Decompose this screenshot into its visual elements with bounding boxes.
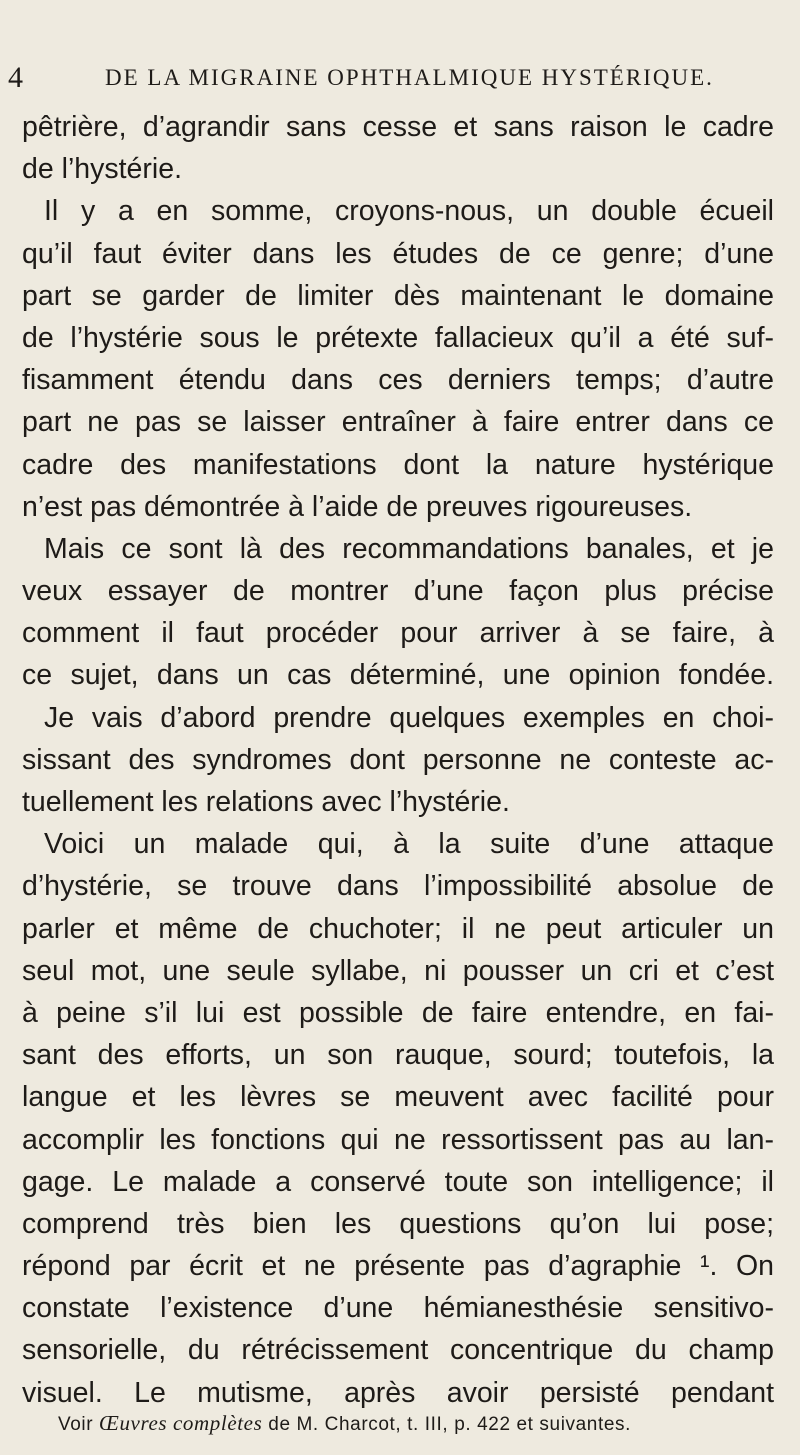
text-line: sant des efforts, un son rauque, sourd; toutefois, la	[22, 1039, 774, 1072]
footnote-rest: de M. Charcot, t. III, p. 422 et suivantes.	[268, 1414, 631, 1435]
text-line: à peine s’il lui est possible de faire entendre, en fai-	[22, 996, 774, 1029]
page-header	[8, 58, 768, 98]
text-line: fisamment étendu dans ces derniers temps; d’autre	[22, 364, 774, 397]
text-line: visuel. Le mutisme, après avoir persisté pendant	[22, 1376, 774, 1409]
text-line: ce sujet, dans un cas déterminé, une opinion fondée.	[22, 659, 774, 692]
text-line: veux essayer de montrer d’une façon plus précise	[22, 575, 774, 608]
text-line: de l’hystérie sous le prétexte fallacieux qu’il a été suf-	[22, 321, 774, 354]
text-line: Mais ce sont là des recommandations banales, et je	[44, 532, 774, 565]
body-text	[22, 106, 774, 1414]
footnote-prefix: Voir	[58, 1414, 94, 1435]
text-line: constate l’existence d’une hémianesthésie sensitivo-	[22, 1292, 774, 1325]
text-line: pêtrière, d’agrandir sans cesse et sans raison le cadre	[22, 111, 774, 143]
text-line: langue et les lèvres se meuvent avec facilité pour	[22, 1081, 774, 1114]
text-line: accomplir les fonctions qui ne ressortissent pas au lan-	[22, 1123, 774, 1156]
text-line: part se garder de limiter dès maintenant le domaine	[22, 279, 774, 312]
text-line: part ne pas se laisser entraîner à faire entrer dans ce	[22, 406, 774, 439]
text-line: gage. Le malade a conservé toute son intelligence; il	[22, 1165, 774, 1198]
text-line: Je vais d’abord prendre quelques exemples en choi-	[44, 701, 774, 734]
text-line: parler et même de chuchoter; il ne peut articuler un	[22, 912, 774, 945]
text-line: sissant des syndromes dont personne ne conteste ac-	[22, 743, 774, 776]
text-line: sensorielle, du rétrécissement concentrique du champ	[22, 1334, 774, 1367]
page-number: 4	[8, 61, 23, 94]
footnote	[58, 1410, 770, 1438]
text-line: répond par écrit et ne présente pas d’agraphie ¹. On	[22, 1250, 774, 1283]
text-line: qu’il faut éviter dans les études de ce genre; d’une	[22, 237, 774, 270]
running-head: DE LA MIGRAINE OPHTHALMIQUE HYSTÉRIQUE.	[105, 65, 714, 90]
text-line: d’hystérie, se trouve dans l’impossibilité absolue de	[22, 870, 774, 903]
text-line: comment il faut procéder pour arriver à se faire, à	[22, 617, 774, 650]
footnote-title: Œuvres complètes	[99, 1411, 263, 1435]
text-line: cadre des manifestations dont la nature hystérique	[22, 448, 774, 481]
text-line: tuellement les relations avec l’hystérie.	[22, 786, 510, 818]
text-line: de l’hystérie.	[22, 153, 182, 186]
text-line: comprend très bien les questions qu’on lui pose;	[22, 1207, 774, 1240]
text-line: Il y a en somme, croyons-nous, un double écueil	[44, 195, 774, 228]
text-line: n’est pas démontrée à l’aide de preuves rigoureuses.	[22, 490, 693, 523]
text-line: Voici un malade qui, à la suite d’une attaque	[44, 828, 774, 861]
text-line: seul mot, une seule syllabe, ni pousser un cri et c’est	[22, 954, 774, 987]
